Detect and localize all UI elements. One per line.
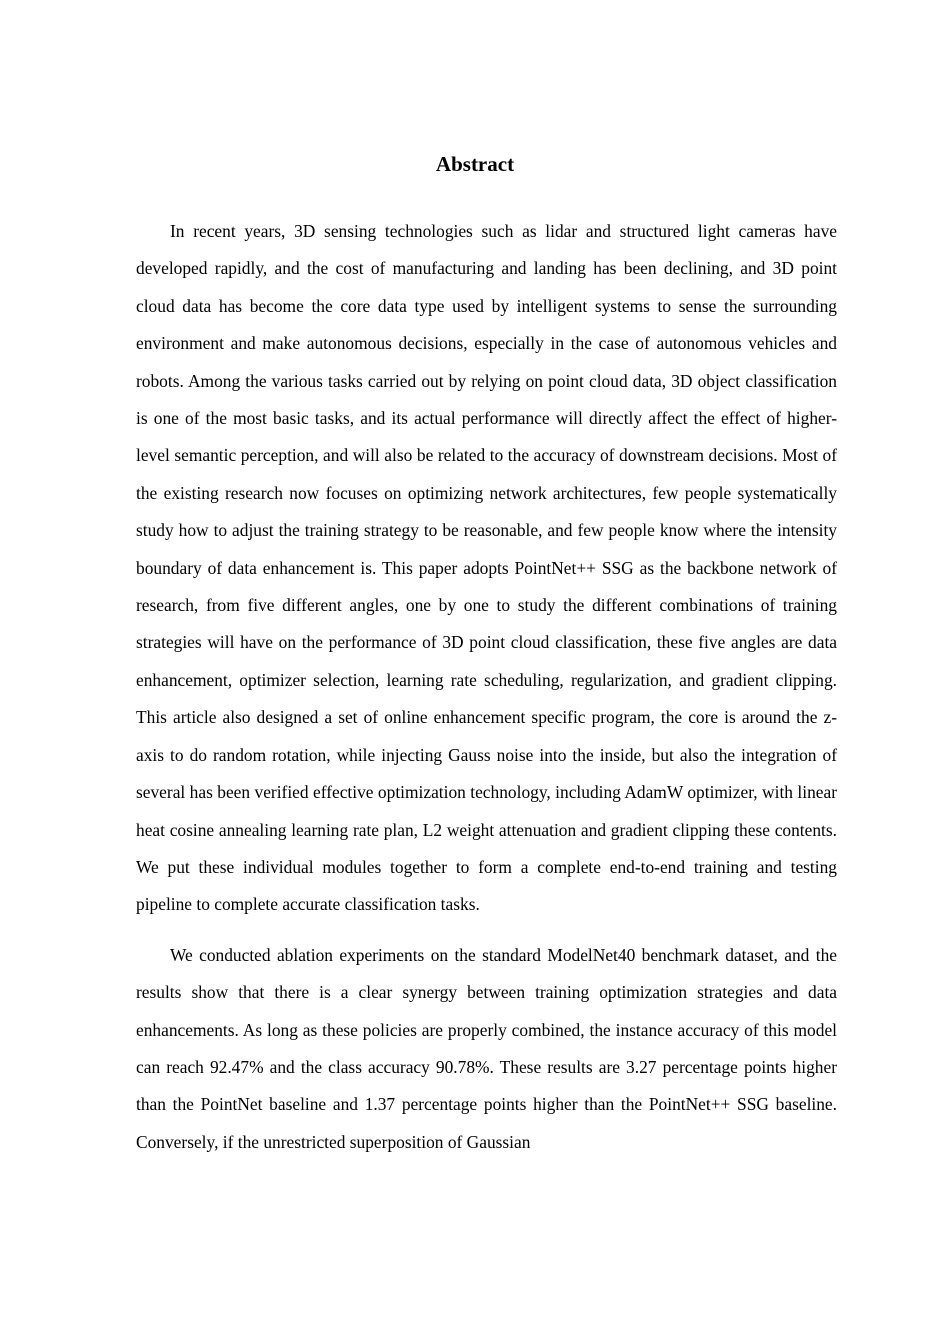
abstract-paragraph-2: We conducted ablation experiments on the standard ModelNet40 benchmark dataset, and the results show that there is a clear synergy between training optimization strategies and data enhancements. As long as these policies are properly combined, the instance accuracy of this model can reach 92.47% and the class accuracy 90.78%. These results are 3.27 percentage points higher than the PointNet baseline and 1.37 percentage points higher than the PointNet++ SSG baseline. Conversely, if the unrestricted superposition of Gaussian (136, 944, 837, 1152)
abstract-paragraph-1: In recent years, 3D sensing technologies such as lidar and structured light cameras have developed rapidly, and the cost of manufacturing and landing has been declining, and 3D point cloud data has become the core data type used by intelligent systems to sense the surrounding environment and make autonomous decisions, especially in the case of autonomous vehicles and robots. Among the various tasks carried out by relying on point cloud data, 3D object classification is one of the most basic tasks, and its actual performance will directly affect the effect of higher-level semantic perception, and will also be related to the accuracy of downstream decisions. Most of the existing research now focuses on optimizing network architectures, few people systematically study how to adjust the training strategy to be reasonable, and few people know where the intensity boundary of data enhancement is. This paper adopts PointNet++ SSG as the backbone network of research, from five different angles, one by one to study the different combinations of training strategies will have on the performance of 3D point cloud classification, these five angles are data enhancement, optimizer selection, learning rate scheduling, regularization, and gradient clipping. This article also designed a set of online enhancement specific program, the core is around the z-axis to do random rotation, while injecting Gauss noise into the inside, but also the integration of several has been verified effective optimization technology, including AdamW optimizer, with linear heat cosine annealing learning rate plan, L2 weight attenuation and gradient clipping these contents. We put these individual modules together to form a complete end-to-end training and testing pipeline to complete accurate classification tasks. (136, 221, 837, 915)
abstract-title: Abstract (435, 152, 515, 176)
abstract-body (136, 213, 837, 1161)
